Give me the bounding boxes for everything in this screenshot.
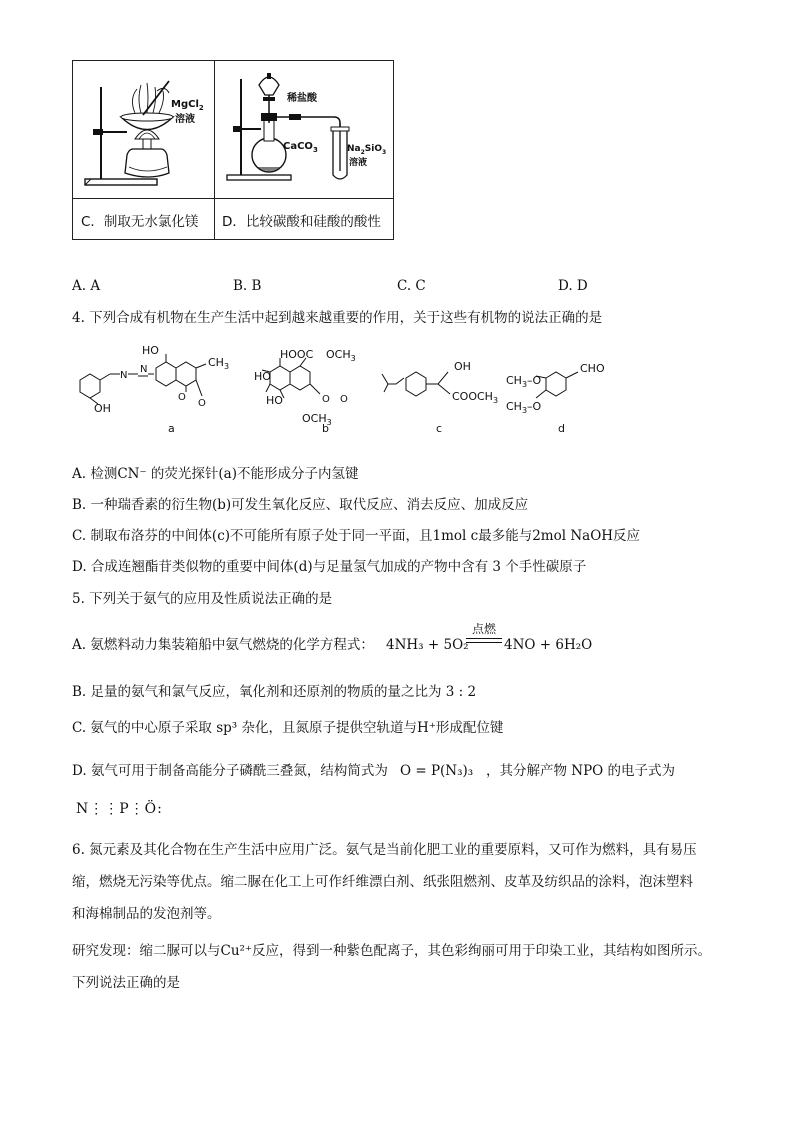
structure-c-label: c: [436, 422, 443, 435]
q5-option-d-tail: ，其分解产物 NPO 的电子式为: [486, 763, 676, 779]
b-o1-label: O: [322, 394, 330, 405]
q6-para1-line1: 6. 氮元素及其化合物在生产生活中应用广泛。氨气是当前化肥工业的重要原料，又可作为燃料，具有易压: [72, 842, 697, 858]
caption-d: D．比较碳酸和硅酸的酸性: [222, 214, 381, 230]
caco3-label: CaCO$_3$: [283, 141, 318, 154]
q5-stem: 5. 下列关于氨气的应用及性质说法正确的是: [72, 591, 333, 607]
q6-para2-line1: 研究发现：缩二脲可以与Cu²⁺反应，得到一种紫色配离子，其色彩绚丽可用于印染工业，其结构如图所示。: [72, 943, 712, 959]
q3-option-a: A. A: [72, 278, 101, 294]
q4-structures-figure: [70, 340, 650, 440]
q5-option-d-formula: O = P(N₃)₃: [400, 763, 474, 779]
a-n2-label: N: [140, 364, 148, 375]
q5-option-a-text: A. 氨燃料动力集装箱船中氨气燃烧的化学方程式：: [72, 637, 374, 653]
b-och3-top-label: $OCH_3$: [326, 348, 356, 363]
structure-a-label: a: [168, 422, 175, 435]
q4-stem: 4. 下列合成有机物在生产生活中起到越来越重要的作用，关于这些有机物的说法正确的是: [72, 310, 603, 326]
q5-equation-right: 4NO + 6H₂O: [504, 637, 593, 653]
q3-option-d: D. D: [558, 278, 588, 294]
b-hooc-label: HOOC: [280, 348, 314, 361]
b-o2-label: O: [340, 394, 348, 405]
q6-para1-line3: 和海棉制品的发泡剂等。: [72, 906, 221, 922]
hcl-label: 稀盐酸: [287, 93, 317, 104]
c-oh-label: OH: [454, 360, 471, 373]
q6-para2-line2: 下列说法正确的是: [72, 975, 180, 991]
structure-b-label: b: [322, 422, 329, 435]
q3-option-c: C. C: [397, 278, 426, 294]
acid-comparison-apparatus-figure: [219, 67, 391, 195]
q3-option-b: B. B: [233, 278, 262, 294]
a-ch3-label: $CH_3$: [208, 356, 230, 371]
na2sio3-label: $Na_2SiO_3$: [347, 144, 387, 156]
d-ch3o-bottom-label: $CH_3-O$: [506, 400, 542, 415]
q5-equation-left: 4NH₃ + 5O₂: [386, 637, 469, 653]
caption-c: C．制取无水氯化镁: [81, 214, 199, 230]
b-och3-bottom-label: $OCH_3$: [302, 412, 332, 427]
q5-equation-condition: 点燃: [471, 622, 496, 636]
a-ho-label: HO: [142, 344, 159, 357]
c-cooch3-label: $COOCH_3$: [452, 390, 499, 405]
na2sio3-solution-label: 溶液: [349, 158, 368, 168]
q5-option-d-lewis: N⋮⋮P⋮Ö:: [76, 801, 163, 817]
q4-option-d: D. 合成连翘酯苷类似物的重要中间体(d)与足量氢气加成的产物中含有 3 个手性碳原子: [72, 559, 587, 575]
mgcl2-label: MgCl$_2$: [171, 99, 204, 112]
q5-option-c: C. 氨气的中心原子采取 sp³ 杂化，且氮原子提供空轨道与H⁺形成配位键: [72, 720, 504, 736]
structure-d-label: d: [558, 422, 565, 435]
b-ho-bottom-label: HO: [266, 394, 283, 407]
solution-label: 溶液: [175, 114, 195, 125]
q4-option-b: B. 一种瑞香素的衍生物(b)可发生氧化反应、取代反应、消去反应、加成反应: [72, 497, 529, 513]
q6-para1-line2: 缩，燃烧无污染等优点。缩二脲在化工上可作纤维漂白剂、纸张阻燃剂、皮革及纺织品的涂料，泡沫塑料: [72, 874, 693, 890]
q5-option-d-text: D. 氨气可用于制备高能分子磷酰三叠氮，结构简式为: [72, 763, 388, 779]
d-ch3o-top-label: $CH_3-O$: [506, 374, 542, 389]
a-n1-label: N: [120, 370, 128, 381]
a-o2-label: O: [198, 398, 206, 409]
table-divider-horizontal: [73, 198, 393, 199]
a-oh-label: OH: [94, 402, 111, 415]
table-divider-vertical: [214, 61, 215, 239]
q5-equation-arrow: [466, 638, 502, 643]
q4-option-c: C. 制取布洛芬的中间体(c)不可能所有原子处于同一平面，且1mol c最多能与2mol NaOH反应: [72, 528, 641, 544]
d-cho-label: CHO: [580, 362, 605, 375]
q5-option-b: B. 足量的氨气和氯气反应，氧化剂和还原剂的物质的量之比为 3 : 2: [72, 684, 477, 700]
b-ho-left-label: HO: [254, 370, 271, 383]
evaporation-apparatus-figure: [77, 67, 211, 195]
apparatus-table: [72, 60, 394, 240]
a-o1-label: O: [178, 392, 186, 403]
q4-option-a: A. 检测CN⁻ 的荧光探针(a)不能形成分子内氢键: [72, 466, 359, 482]
